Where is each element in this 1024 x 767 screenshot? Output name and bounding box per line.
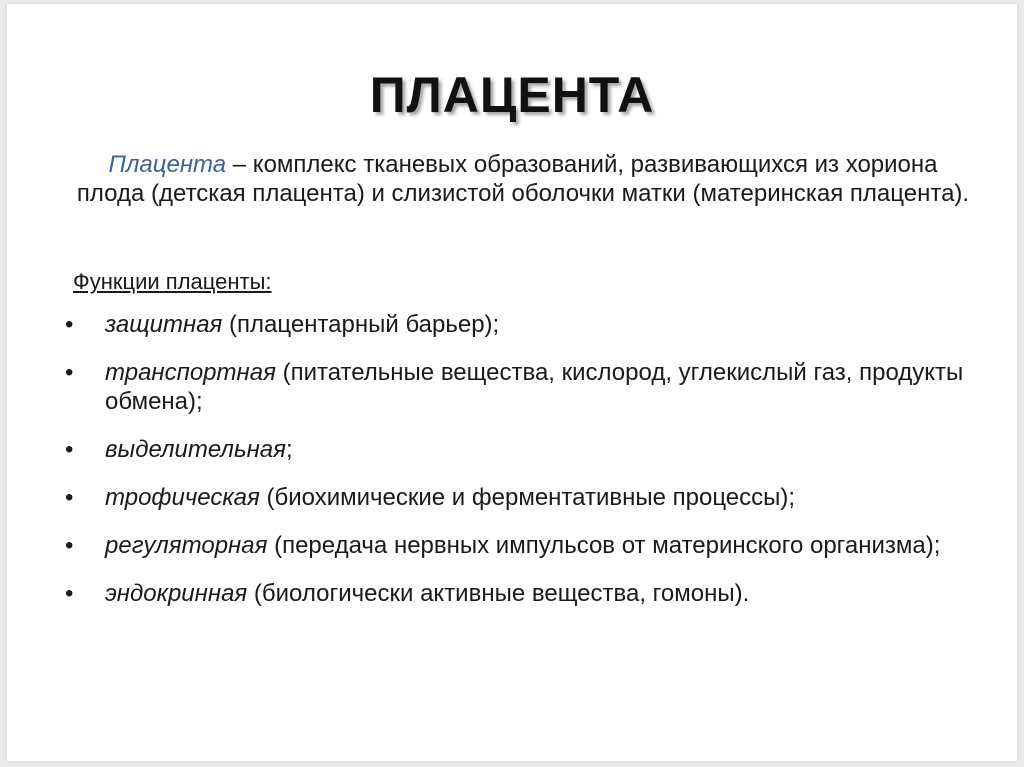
list-item [65, 435, 965, 464]
function-detail: (биохимические и ферментативные процессы); [259, 484, 796, 511]
bullet-icon: • [65, 436, 74, 463]
function-detail: (питательные вещества, кислород, углекислый газ, продукты обмена); [105, 359, 964, 415]
page-title: ПЛАЦЕНТА [369, 67, 655, 123]
function-name: регуляторная [105, 532, 268, 559]
function-name: защитная [105, 311, 223, 338]
functions-heading: Функции плаценты: [73, 269, 272, 294]
function-name: трофическая [105, 484, 260, 511]
function-name: транспортная [105, 359, 276, 386]
bullet-icon: • [65, 484, 74, 511]
function-detail: (биологически активные вещества, гомоны). [247, 580, 750, 607]
slide [7, 4, 1017, 761]
bullet-icon: • [65, 580, 74, 607]
list-item [65, 579, 965, 608]
list-item [65, 358, 965, 416]
functions-list [65, 310, 965, 627]
function-detail: (плацентарный барьер); [222, 311, 500, 338]
function-name: выделительная [105, 436, 286, 463]
definition-paragraph [73, 150, 973, 208]
function-detail: (передача нервных импульсов от материнского организма); [267, 532, 941, 559]
list-item [65, 310, 965, 339]
definition-term: Плацента [108, 151, 227, 178]
list-item [65, 483, 965, 512]
bullet-icon: • [65, 359, 74, 386]
bullet-icon: • [65, 532, 74, 559]
bullet-icon: • [65, 311, 74, 338]
function-detail: ; [285, 436, 293, 463]
list-item [65, 531, 965, 560]
definition-text: – комплекс тканевых образований, развивающихся из хориона плода (детская плацента) и слизистой оболочки матки (материнская плацента). [76, 151, 970, 207]
function-name: эндокринная [105, 580, 248, 607]
